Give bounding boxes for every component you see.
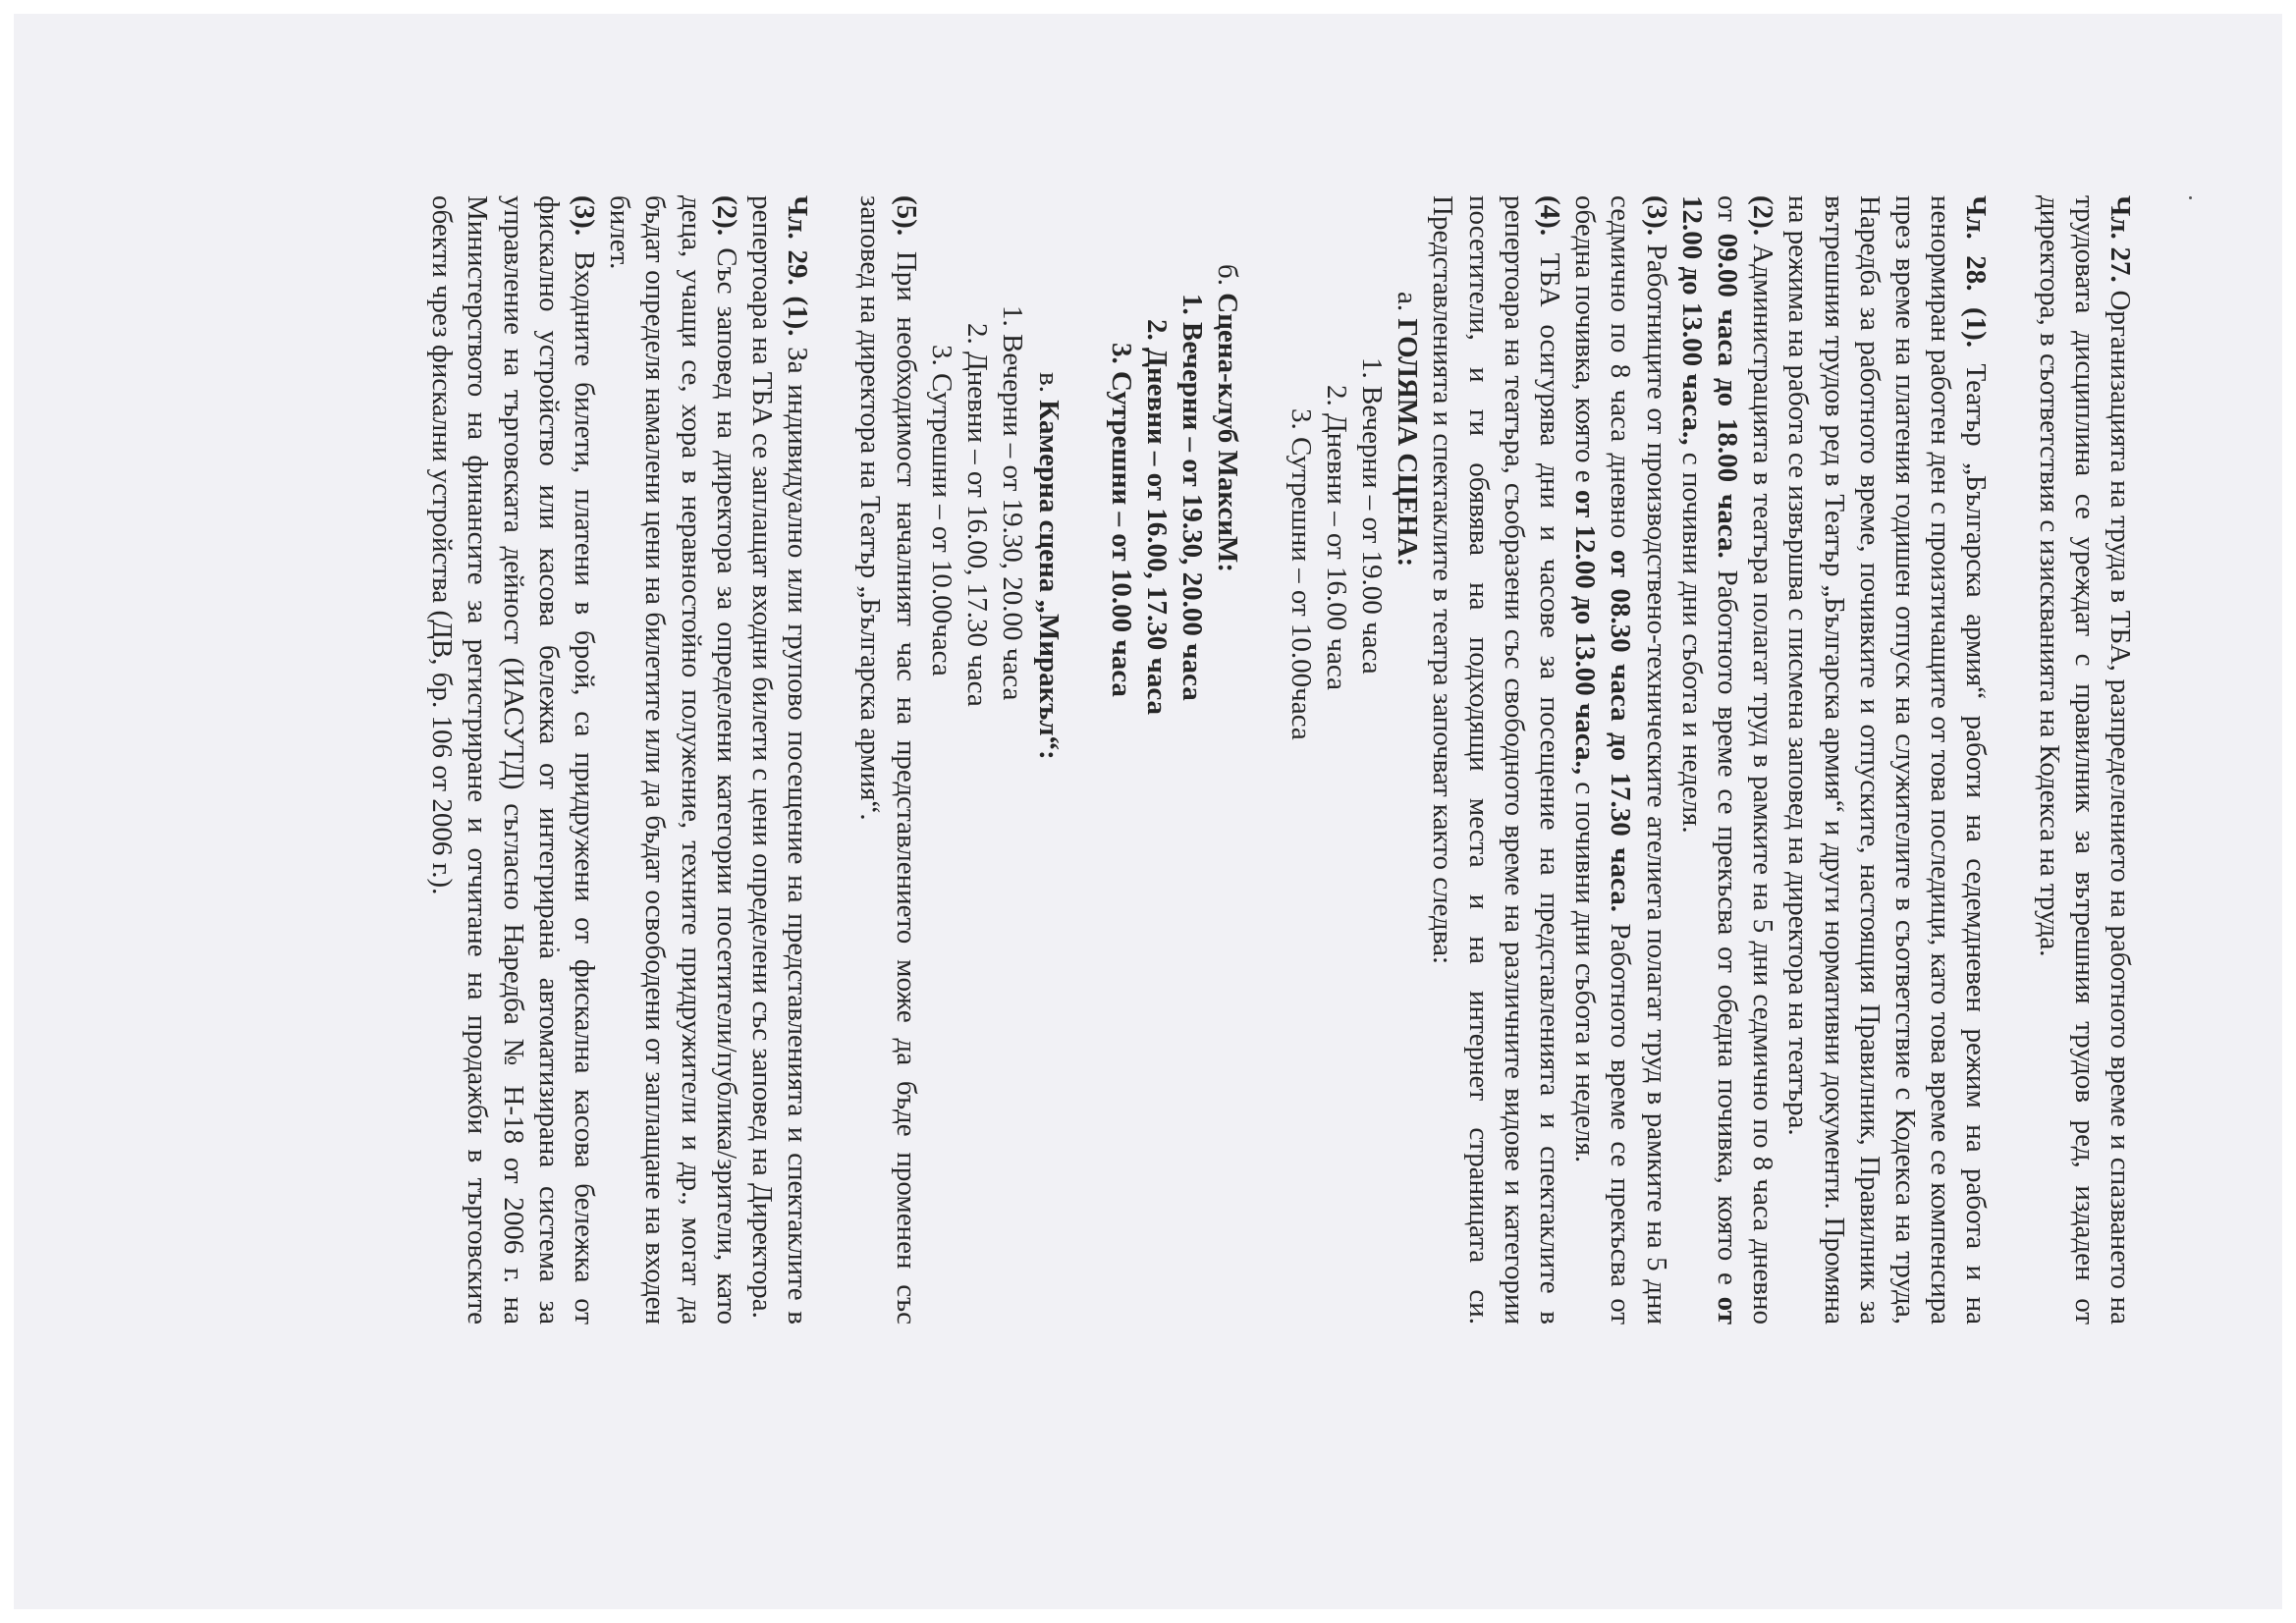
spacer [815, 195, 852, 1325]
article-29-paragraph-3 [424, 195, 602, 1325]
paragraph-text: При необходимост началният час на представлението може да бъде променен със заповед на директора на Театър „Българска армия“. [854, 195, 922, 1325]
paragraph-number: (1). [782, 285, 814, 337]
paragraph-text: Със заповед на директора за определени категории посетители/публика/зрители, като деца, учащи се, хора в неравностойно полужение, техните придружители и др., могат да бъдат определя намалени цени на билетите или да бъдат освободени от заплащане на входен билет. [604, 195, 742, 1325]
stage-name: Сцена-клуб МаксиМ: [1212, 293, 1244, 572]
paragraph-text: Работниците от производствено-техническите ателиета полагат труд в рамките на 5 дни седмично по 8 часа дневно [1605, 195, 1672, 1325]
paragraph-text: Администрацията в театъра полагат труд в рамките на 5 дни седмично по 8 часа дневно от [1711, 195, 1779, 1325]
stage-v-schedule [924, 195, 1031, 1325]
paragraph-number: (3). [1640, 195, 1672, 237]
scan-speck [2189, 196, 2192, 199]
article-27 [2031, 195, 2138, 1325]
list-item: 2. Дневни – от 16.00, 17.30 часа [961, 323, 994, 707]
paragraph-number: (5). [890, 195, 922, 237]
working-hours: от 08.30 часа до 17.30 часа. [1605, 549, 1637, 912]
list-item: 1. Вечерни – от 19.30, 20.00 часа [1176, 294, 1209, 701]
article-29-label: Чл. 29. [782, 195, 814, 286]
article-28-paragraph-4 [1425, 195, 1567, 1325]
spacer [1245, 195, 1283, 1325]
stage-name: ГОЛЯМА СЦЕНА: [1392, 318, 1424, 568]
paragraph-number: (2). [710, 195, 742, 237]
stage-b-schedule [1104, 195, 1211, 1325]
lunch-break-hours: от 12.00 до 13.00 часа., [1569, 489, 1602, 776]
paragraph-number: (3). [569, 195, 601, 237]
stage-a-heading [1390, 195, 1425, 1325]
list-item: 1. Вечерни – от 19.00 часа [1355, 357, 1388, 675]
article-29-paragraph-1 [744, 195, 815, 1325]
article-29-paragraph-2 [602, 195, 744, 1325]
paragraph-number: (1). [1960, 291, 1993, 349]
list-item: 3. Сутрешни – от 10.00 часа [1105, 343, 1137, 697]
list-letter: а. [1392, 292, 1424, 319]
list-item: 3. Сутрешни – от 10.00часа [1285, 408, 1317, 740]
paragraph-text: Театър „Българска армия“ работи на седемдневен режим на работа и на ненормиран работен ден с произтичащите от това последици, като това време се компенсира през време на платения годишен отпуск на служителите в съответствие с Кодекса на труда, Наредба за работното време, почивките и отпуските, настоящия Правилник, Правилник за вътрешния трудов ред в Театър „Българска армия“ и други нормативни документи. Промяна на режима на работа се извършва с писмена заповед на директора на театъра. [1782, 195, 1993, 1325]
article-28-label: Чл. 28. [1960, 195, 1993, 292]
spacer [1066, 195, 1104, 1325]
stage-b-heading [1210, 195, 1245, 1325]
lunch-break-hours: от 12.00 до 13.00 часа., [1675, 195, 1743, 1325]
spacer [1994, 195, 2031, 1325]
scanned-page-background [14, 14, 2282, 1609]
working-hours: 09.00 часа до 18.00 часа. [1711, 233, 1743, 559]
article-28-paragraph-3 [1567, 195, 1674, 1325]
paragraph-text: ТБА осигурява дни и часове за посещение на представленията и спектаклите в репертоара на театъра, съобразени със свободното време на различните видове и категории посетители, и ги обявява на подходящи места и на интернет страницата си. Представленията и спектаклите в театра започват както следва: [1427, 195, 1565, 1325]
stage-v-heading [1030, 195, 1066, 1325]
paragraph-text: с почивни дни събота и неделя. [1569, 775, 1602, 1163]
paragraph-text: Работното време се прекъсва от обедна почивка, която е [1569, 195, 1637, 1325]
list-item: 3. Сутрешни – от 10.00часа [925, 345, 957, 676]
paragraph-number: (4). [1533, 195, 1565, 237]
article-28-paragraph-1 [1780, 195, 1994, 1325]
paragraph-text: Входните билети, платени в брой, са придружени от фискална касова бележка от фискално устройство или касова бележка от интегрирана автоматизирана система за управление на търговската дейност (ИАСУТД) съгласно Наредба № Н-18 от 2006 г. на Министерството на финансите за регистриране и отчитане на продажби в търговските обекти чрез фискални устройства (ДВ, бр. 106 от 2006 г.). [426, 195, 601, 1325]
article-27-label: Чл. 27. [2105, 195, 2136, 283]
list-item: 2. Дневни – от 16.00, 17.30 часа [1140, 319, 1173, 716]
paragraph-text: с почивни дни събота и неделя. [1675, 445, 1708, 834]
list-item: 1. Вечерни – от 19.30, 20.00 часа [997, 305, 1029, 701]
stage-a-schedule [1283, 195, 1390, 1325]
list-item: 2. Дневни – от 16.00 часа [1320, 385, 1352, 690]
document-page [203, 195, 2138, 1325]
paragraph-text: Работното време се прекъсва от обедна почивка, която е [1711, 558, 1743, 1297]
stage-name: Камерна сцена „Миракъл“: [1032, 400, 1065, 760]
paragraph-text: За индивидуално или групово посещение на представленията и спектаклите в репертоара на ТБА се заплащат входни билети с цени определени със заповед на Директора. [746, 195, 814, 1325]
list-letter: б. [1212, 264, 1244, 294]
article-27-text: Организацията на труда в ТБА, разпределението на работното време и спазването на трудовата дисциплина се уреждат с правилник за вътрешния трудов ред, издаден от директора, в съответствия с изискванията на Кодекса на труда. [2033, 195, 2136, 1325]
article-28-paragraph-2 [1674, 195, 1781, 1325]
article-28-paragraph-5 [852, 195, 923, 1325]
list-letter: в. [1032, 372, 1065, 401]
paragraph-number: (2). [1747, 195, 1779, 237]
